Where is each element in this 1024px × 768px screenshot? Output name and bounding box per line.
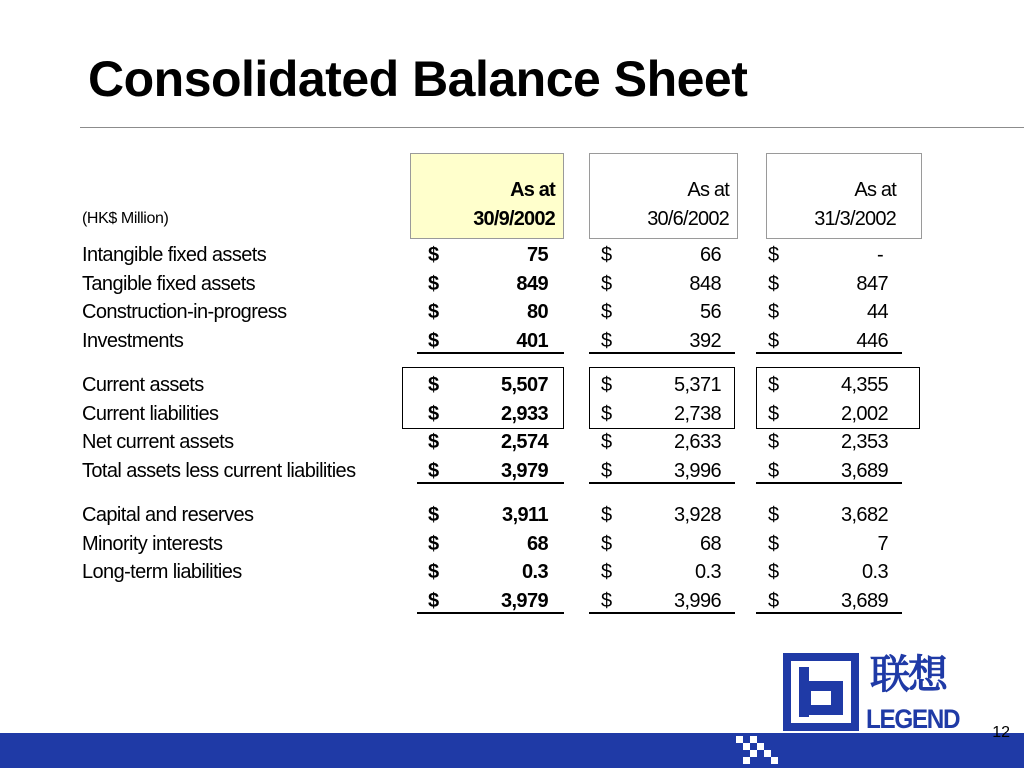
table-cell-value: 5,371: [673, 374, 721, 396]
currency-symbol: $: [768, 301, 780, 323]
table-cell-value: 847: [856, 273, 888, 295]
column-header-as-at: As at: [854, 179, 896, 201]
currency-symbol: $: [428, 301, 440, 323]
logo-english-text: LEGEND: [866, 704, 960, 734]
currency-symbol: $: [768, 431, 780, 453]
row-label: Capital and reserves: [82, 504, 254, 526]
currency-symbol: $: [601, 460, 613, 482]
subtotal-line: [417, 352, 564, 354]
currency-symbol: $: [768, 504, 780, 526]
currency-symbol: $: [768, 533, 780, 555]
currency-symbol: $: [428, 460, 440, 482]
table-cell-value: 68: [699, 533, 721, 555]
table-cell-value: 5,507: [500, 374, 548, 396]
currency-symbol: $: [601, 504, 613, 526]
table-cell-value: 392: [689, 330, 721, 352]
currency-symbol: $: [428, 330, 440, 352]
table-cell-value: 75: [526, 244, 548, 266]
table-cell-value: 849: [516, 273, 548, 295]
table-cell-value: 4,355: [840, 374, 888, 396]
row-label: Total assets less current liabilities: [82, 460, 356, 482]
currency-symbol: $: [768, 330, 780, 352]
table-cell-value: 66: [699, 244, 721, 266]
table-cell-value: 3,996: [673, 460, 721, 482]
table-cell-value: 3,689: [840, 460, 888, 482]
row-label: Investments: [82, 330, 184, 352]
currency-symbol: $: [428, 431, 440, 453]
subtotal-line: [756, 352, 902, 354]
table-cell-value: 0.3: [521, 561, 548, 583]
subtotal-line: [417, 482, 564, 484]
currency-symbol: $: [601, 533, 613, 555]
table-cell-value: 44: [866, 301, 888, 323]
currency-symbol: $: [601, 244, 613, 266]
currency-symbol: $: [601, 374, 613, 396]
footer-bar: [0, 733, 1024, 768]
table-cell-value: 3,682: [840, 504, 888, 526]
subtotal-line: [589, 482, 735, 484]
column-header-as-at: As at: [510, 179, 555, 201]
logo-chinese-text: 联想: [870, 652, 946, 698]
table-cell-value: 3,979: [500, 590, 548, 612]
currency-symbol: $: [768, 244, 780, 266]
table-cell-value: 2,738: [673, 403, 721, 425]
table-cell-value: 848: [689, 273, 721, 295]
currency-symbol: $: [768, 590, 780, 612]
working-capital-box: [589, 367, 735, 429]
currency-symbol: $: [428, 561, 440, 583]
table-cell-value: 2,633: [673, 431, 721, 453]
row-label: Minority interests: [82, 533, 223, 555]
table-cell-value: 2,002: [840, 403, 888, 425]
currency-symbol: $: [768, 273, 780, 295]
table-cell-value: 3,928: [673, 504, 721, 526]
table-cell-value: 68: [526, 533, 548, 555]
currency-symbol: $: [768, 374, 780, 396]
slide-title: Consolidated Balance Sheet: [88, 51, 748, 107]
currency-symbol: $: [601, 301, 613, 323]
column-header-date: 31/3/2002: [814, 208, 896, 230]
table-cell-value: 2,353: [840, 431, 888, 453]
currency-symbol: $: [428, 273, 440, 295]
table-cell-value: 80: [526, 301, 548, 323]
table-cell-value: -: [876, 244, 883, 266]
row-label: Construction-in-progress: [82, 301, 287, 323]
title-divider: [80, 127, 1024, 128]
table-cell-value: 3,911: [502, 504, 548, 526]
column-header-date: 30/6/2002: [647, 208, 729, 230]
working-capital-box: [756, 367, 920, 429]
currency-symbol: $: [601, 403, 613, 425]
currency-symbol: $: [601, 431, 613, 453]
legend-logo-icon: [783, 653, 859, 731]
subtotal-line: [756, 612, 902, 614]
row-label: Intangible fixed assets: [82, 244, 267, 266]
currency-symbol: $: [768, 460, 780, 482]
currency-symbol: $: [601, 273, 613, 295]
table-cell-value: 3,689: [840, 590, 888, 612]
table-cell-value: 401: [516, 330, 548, 352]
table-cell-value: 0.3: [861, 561, 888, 583]
subtotal-line: [417, 612, 564, 614]
row-label: Tangible fixed assets: [82, 273, 256, 295]
table-cell-value: 446: [856, 330, 888, 352]
currency-symbol: $: [768, 561, 780, 583]
currency-symbol: $: [601, 590, 613, 612]
footer-pattern-icon: [730, 734, 790, 768]
row-label: Current assets: [82, 374, 204, 396]
column-header-as-at: As at: [687, 179, 729, 201]
subtotal-line: [756, 482, 902, 484]
table-cell-value: 7: [877, 533, 888, 555]
table-cell-value: 0.3: [694, 561, 721, 583]
currency-symbol: $: [428, 533, 440, 555]
units-label: (HK$ Million): [82, 210, 169, 227]
subtotal-line: [589, 352, 735, 354]
column-header-date: 30/9/2002: [473, 208, 555, 230]
currency-symbol: $: [428, 504, 440, 526]
page-number: 12: [992, 724, 1010, 741]
working-capital-box: [402, 367, 564, 429]
currency-symbol: $: [428, 590, 440, 612]
currency-symbol: $: [428, 374, 440, 396]
subtotal-line: [589, 612, 735, 614]
currency-symbol: $: [428, 403, 440, 425]
currency-symbol: $: [428, 244, 440, 266]
row-label: Long-term liabilities: [82, 561, 242, 583]
table-cell-value: 2,574: [500, 431, 548, 453]
table-cell-value: 3,979: [500, 460, 548, 482]
currency-symbol: $: [601, 561, 613, 583]
row-label: Net current assets: [82, 431, 234, 453]
row-label: Current liabilities: [82, 403, 219, 425]
table-cell-value: 2,933: [500, 403, 548, 425]
currency-symbol: $: [768, 403, 780, 425]
table-cell-value: 56: [699, 301, 721, 323]
table-cell-value: 3,996: [673, 590, 721, 612]
currency-symbol: $: [601, 330, 613, 352]
